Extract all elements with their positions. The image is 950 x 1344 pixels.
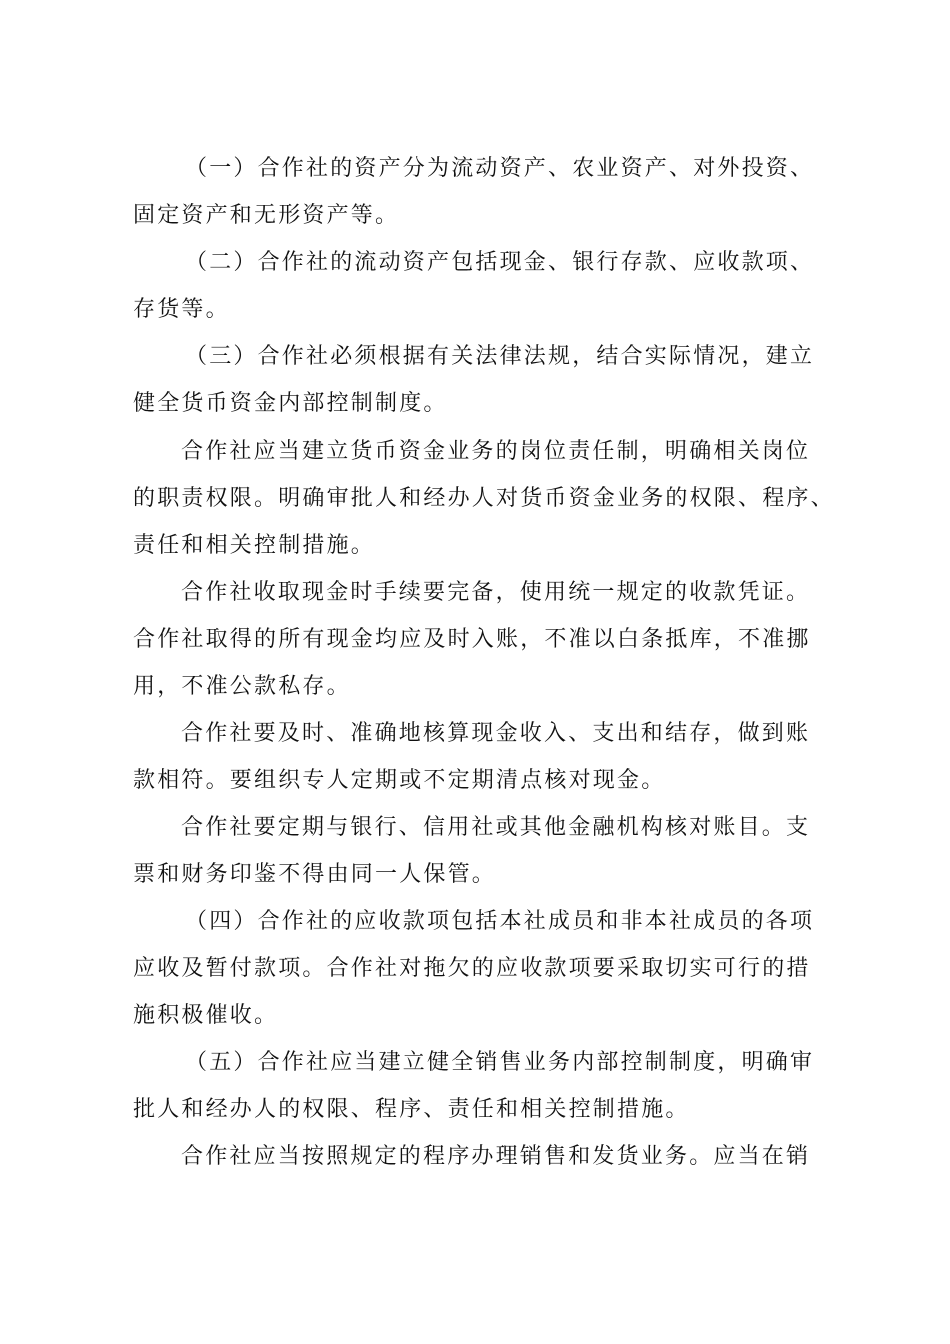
text-line: 批人和经办人的权限、程序、责任和相关控制措施。: [133, 1097, 690, 1122]
text-line: 存货等。: [133, 297, 230, 322]
text-line: 合作社取得的所有现金均应及时入账，不准以白条抵库，不准挪: [133, 627, 811, 652]
text-line: 票和财务印鉴不得由同一人保管。: [133, 862, 497, 887]
text-line: 合作社要定期与银行、信用社或其他金融机构核对账目。支: [181, 815, 811, 840]
text-line: 责任和相关控制措施。: [133, 533, 376, 558]
text-line: 合作社应当建立货币资金业务的岗位责任制，明确相关岗位: [181, 439, 811, 464]
text-line: 的职责权限。明确审批人和经办人对货币资金业务的权限、程序、: [133, 486, 835, 511]
text-line: 固定资产和无形资产等。: [133, 203, 400, 228]
text-line: （四）合作社的应收款项包括本社成员和非本社成员的各项: [185, 909, 815, 934]
text-line: 合作社要及时、准确地核算现金收入、支出和结存，做到账: [181, 721, 811, 746]
text-line: （一）合作社的资产分为流动资产、农业资产、对外投资、: [185, 156, 815, 181]
text-line: 合作社应当按照规定的程序办理销售和发货业务。应当在销: [181, 1144, 811, 1169]
text-line: 用，不准公款私存。: [133, 674, 351, 699]
text-line: 应收及暂付款项。合作社对拖欠的应收款项要采取切实可行的措: [133, 956, 811, 981]
text-line: 施积极催收。: [133, 1003, 279, 1028]
text-line: （三）合作社必须根据有关法律法规，结合实际情况，建立: [185, 344, 815, 369]
text-line: （五）合作社应当建立健全销售业务内部控制制度，明确审: [185, 1050, 815, 1075]
text-line: 健全货币资金内部控制制度。: [133, 391, 448, 416]
text-line: 合作社收取现金时手续要完备，使用统一规定的收款凭证。: [181, 580, 811, 605]
text-line: 款相符。要组织专人定期或不定期清点核对现金。: [133, 768, 666, 793]
text-line: （二）合作社的流动资产包括现金、银行存款、应收款项、: [185, 250, 815, 275]
